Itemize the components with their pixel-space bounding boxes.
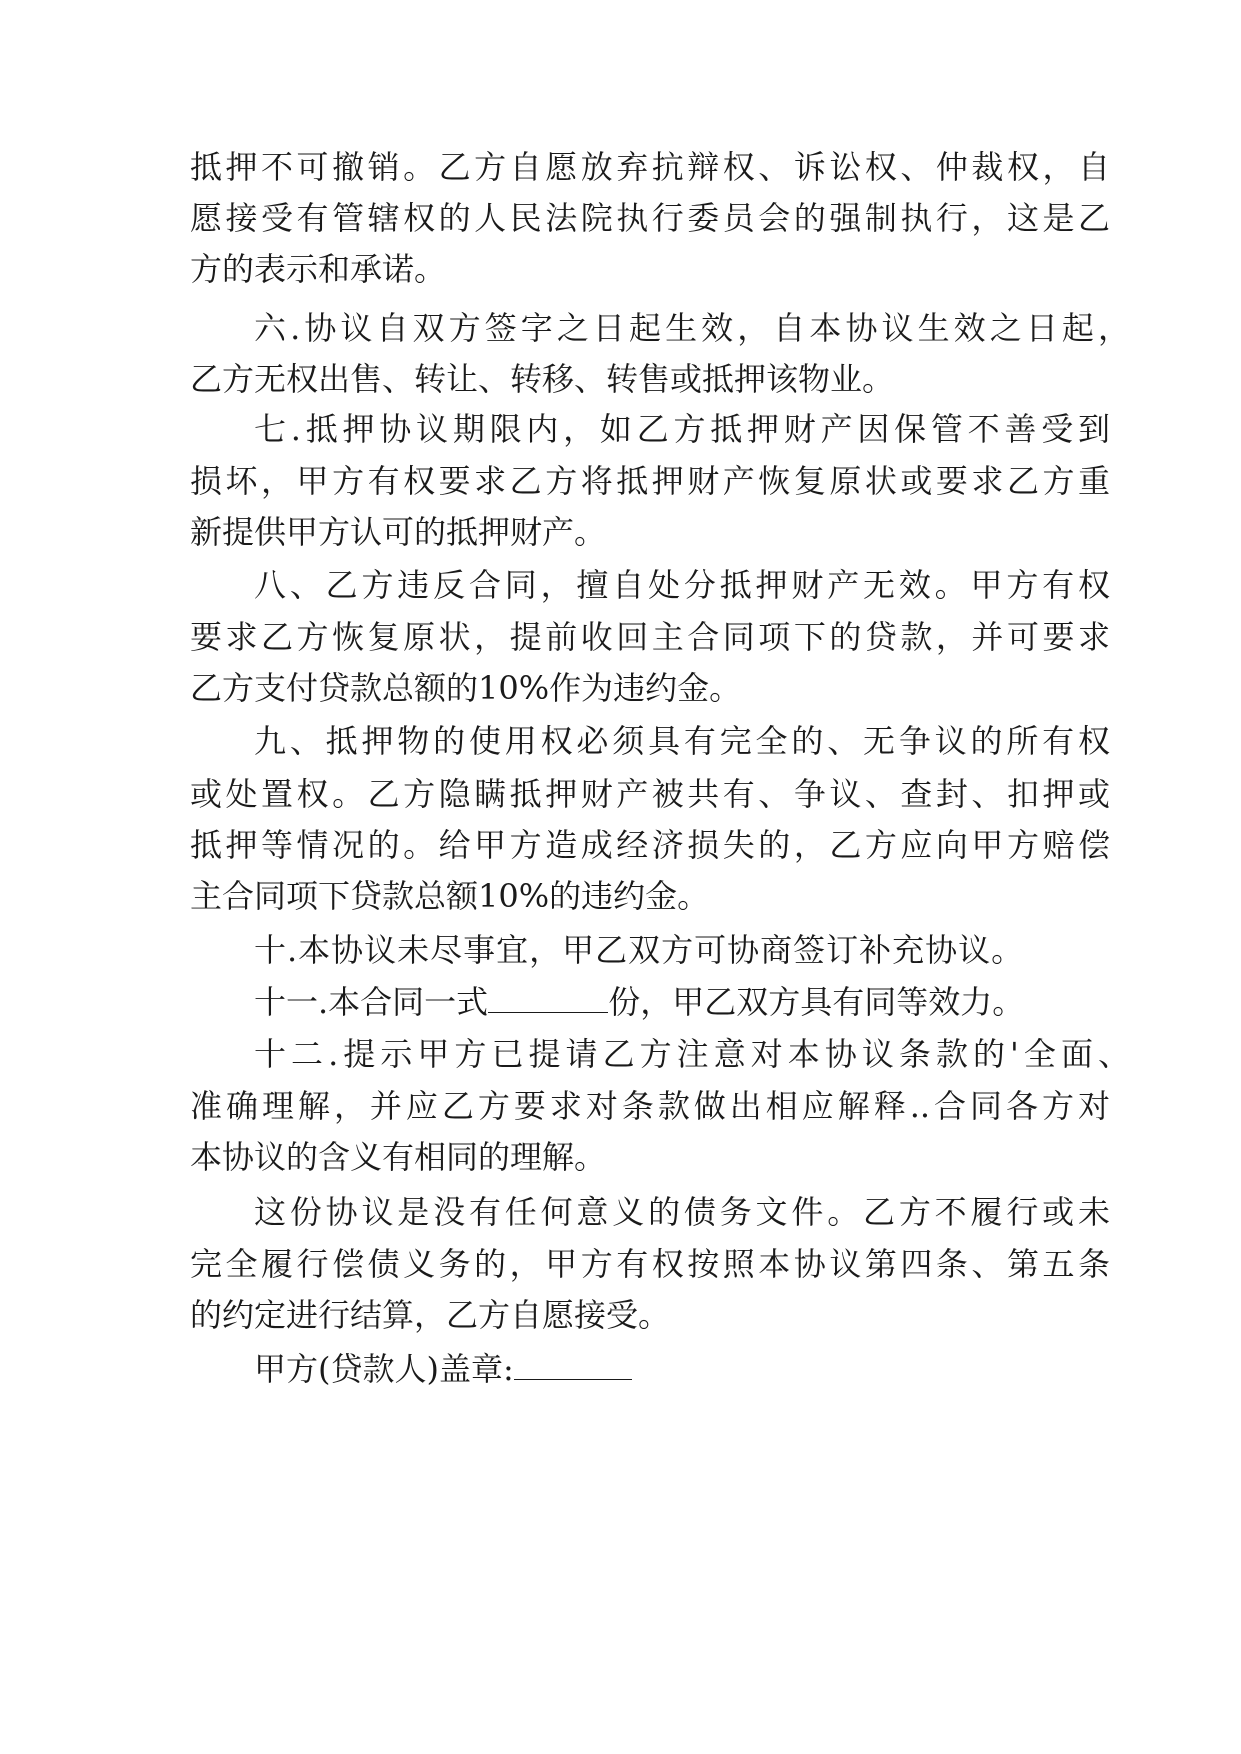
- text-line: 方的表示和承诺。: [190, 250, 447, 288]
- text-line: 准确理解，并应乙方要求对条款做出相应解释..合同各方对: [190, 1087, 1110, 1125]
- text-line: 乙方无权出售、转让、转移、转售或抵押该物业。: [190, 360, 895, 398]
- signature-line: [254, 1337, 754, 1401]
- text-line: 新提供甲方认可的抵押财产。: [190, 513, 607, 551]
- clause-8-line: 八、乙方违反合同，擅自处分抵押财产无效。甲方有权: [254, 566, 1110, 604]
- text-line: 本协议的含义有相同的理解。: [190, 1138, 607, 1176]
- text-line: 愿接受有管辖权的人民法院执行委员会的强制执行，这是乙: [190, 199, 1110, 237]
- text-line: 抵押等情况的。给甲方造成经济损失的，乙方应向甲方赔偿: [190, 826, 1110, 864]
- text-line: 的约定进行结算，乙方自愿接受。: [190, 1296, 671, 1334]
- lender-seal-label: 甲方(贷款人)盖章:: [254, 1350, 514, 1388]
- clause-6-line: 六.协议自双方签字之日起生效，自本协议生效之日起，: [254, 309, 1130, 347]
- text-line: 或处置权。乙方隐瞒抵押财产被共有、争议、查封、扣押或: [190, 775, 1110, 813]
- copies-blank: [488, 972, 608, 1013]
- text-line: 要求乙方恢复原状，提前收回主合同项下的贷款，并可要求: [190, 618, 1110, 656]
- text-line: 乙方支付贷款总额的10%作为违约金。: [190, 669, 742, 707]
- text-line: 主合同项下贷款总额10%的违约金。: [190, 877, 710, 915]
- clause-11-suffix: 份，甲乙双方具有同等效力。: [608, 983, 1025, 1021]
- text-line: 抵押不可撤销。乙方自愿放弃抗辩权、诉讼权、仲裁权，自: [190, 148, 1110, 186]
- clause-12-line: 十二.提示甲方已提请乙方注意对本协议条款的'全面、: [254, 1035, 1130, 1073]
- paragraph-line: 这份协议是没有任何意义的债务文件。乙方不履行或未: [254, 1193, 1110, 1231]
- clause-10-line: 十.本协议未尽事宜，甲乙双方可协商签订补充协议。: [254, 931, 1025, 969]
- text-line: 完全履行偿债义务的，甲方有权按照本协议第四条、第五条: [190, 1245, 1110, 1283]
- text-line: 损坏，甲方有权要求乙方将抵押财产恢复原状或要求乙方重: [190, 462, 1110, 500]
- lender-seal-blank: [514, 1339, 632, 1380]
- clause-9-line: 九、抵押物的使用权必须具有完全的、无争议的所有权: [254, 722, 1110, 760]
- clause-11-prefix: 十一.本合同一式: [254, 983, 489, 1021]
- clause-7-line: 七.抵押协议期限内，如乙方抵押财产因保管不善受到: [254, 410, 1110, 448]
